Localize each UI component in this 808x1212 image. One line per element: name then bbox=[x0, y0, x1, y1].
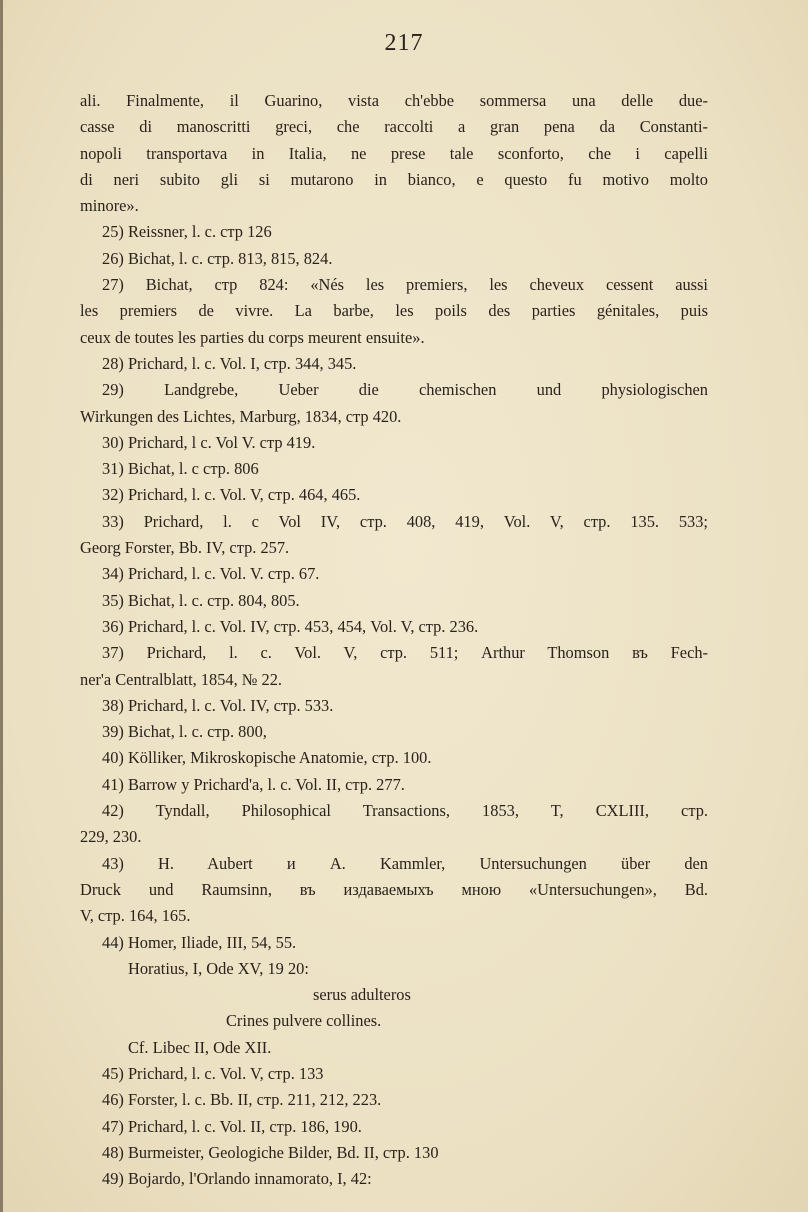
page-edge bbox=[0, 0, 3, 1212]
text-line: 229, 230. bbox=[80, 827, 142, 847]
text-line: 34) Prichard, l. c. Vol. V. стр. 67. bbox=[102, 564, 320, 584]
text-line: 29) Landgrebe, Ueber die chemischen und physiologischen bbox=[102, 380, 708, 400]
text-line: 49) Bojardo, l'Orlando innamorato, I, 42: bbox=[102, 1169, 372, 1189]
text-line: 39) Bichat, l. c. стр. 800, bbox=[102, 722, 267, 742]
text-line: 25) Reissner, l. c. стр 126 bbox=[102, 222, 272, 242]
text-line: 43) H. Aubert и A. Kammler, Untersuchungen über den bbox=[102, 853, 708, 873]
text-line: 41) Barrow y Prichard'a, l. c. Vol. II, стр. 277. bbox=[102, 774, 405, 794]
text-line: les premiers de vivre. La barbe, les poils des parties génitales, puis bbox=[80, 301, 708, 321]
text-line: Horatius, I, Ode XV, 19 20: bbox=[128, 958, 309, 978]
page-number: 217 bbox=[384, 30, 424, 56]
text-line: 28) Prichard, l. c. Vol. I, стр. 344, 345. bbox=[102, 353, 357, 373]
text-line: Georg Forster, Bb. IV, стр. 257. bbox=[80, 538, 290, 558]
text-line: 27) Bichat, стр 824: «Nés les premiers, les cheveux cessent aussi bbox=[102, 275, 708, 295]
text-line: nopoli transportava in Italia, ne prese tale sconforto, che i capelli bbox=[80, 143, 708, 163]
text-line: 38) Prichard, l. c. Vol. IV, стр. 533. bbox=[102, 695, 334, 715]
text-line: minore». bbox=[80, 196, 139, 216]
text-line: Druck und Raumsinn, въ издаваемыхъ мною «Untersuchungen», Bd. bbox=[80, 879, 708, 899]
text-line: ceux de toutes les parties du corps meurent ensuite». bbox=[80, 327, 425, 347]
text-line: Crines pulvere collines. bbox=[226, 1011, 382, 1031]
text-line: 47) Prichard, l. c. Vol. II, стр. 186, 190. bbox=[102, 1116, 362, 1136]
text-line: 26) Bichat, l. c. стр. 813, 815, 824. bbox=[102, 248, 333, 268]
text-line: di neri subito gli si mutarono in bianco, e questo fu motivo molto bbox=[80, 169, 708, 189]
text-line: 35) Bichat, l. c. стр. 804, 805. bbox=[102, 590, 300, 610]
text-line: Cf. Libec II, Ode XII. bbox=[128, 1037, 272, 1057]
text-line: 45) Prichard, l. c. Vol. V, стр. 133 bbox=[102, 1063, 324, 1083]
footnotes-text bbox=[80, 88, 708, 1192]
text-line: 44) Homer, Iliade, III, 54, 55. bbox=[102, 932, 297, 952]
text-line: ali. Finalmente, il Guarino, vista ch'ebbe sommersa una delle due- bbox=[80, 91, 708, 110]
text-line: casse di manoscritti greci, che raccolti a gran pena da Constanti- bbox=[80, 117, 708, 137]
text-line: V, стр. 164, 165. bbox=[80, 906, 191, 926]
text-line: serus adulteros bbox=[313, 985, 411, 1005]
text-line: 30) Prichard, l c. Vol V. стр 419. bbox=[102, 432, 316, 452]
text-line: ner'a Centralblatt, 1854, № 22. bbox=[80, 669, 283, 689]
text-line: 32) Prichard, l. c. Vol. V, стр. 464, 465. bbox=[102, 485, 361, 505]
text-line: Wirkungen des Lichtes, Marburg, 1834, стр 420. bbox=[80, 406, 402, 426]
text-line: 40) Kölliker, Mikroskopische Anatomie, стр. 100. bbox=[102, 748, 432, 768]
text-line: 46) Forster, l. c. Bb. II, стр. 211, 212, 223. bbox=[102, 1090, 382, 1110]
text-line: 42) Tyndall, Philosophical Transactions, 1853, T, CXLIII, стр. bbox=[102, 801, 708, 821]
text-line: 36) Prichard, l. c. Vol. IV, стр. 453, 454, Vol. V, стр. 236. bbox=[102, 616, 479, 636]
text-line: 48) Burmeister, Geologiche Bilder, Bd. II, стр. 130 bbox=[102, 1142, 439, 1162]
text-line: 33) Prichard, l. c Vol IV, стр. 408, 419, Vol. V, стр. 135. 533; bbox=[102, 511, 708, 531]
text-line: 37) Prichard, l. c. Vol. V, стр. 511; Arthur Thomson въ Fech- bbox=[102, 643, 708, 663]
text-line: 31) Bichat, l. c стр. 806 bbox=[102, 459, 259, 479]
